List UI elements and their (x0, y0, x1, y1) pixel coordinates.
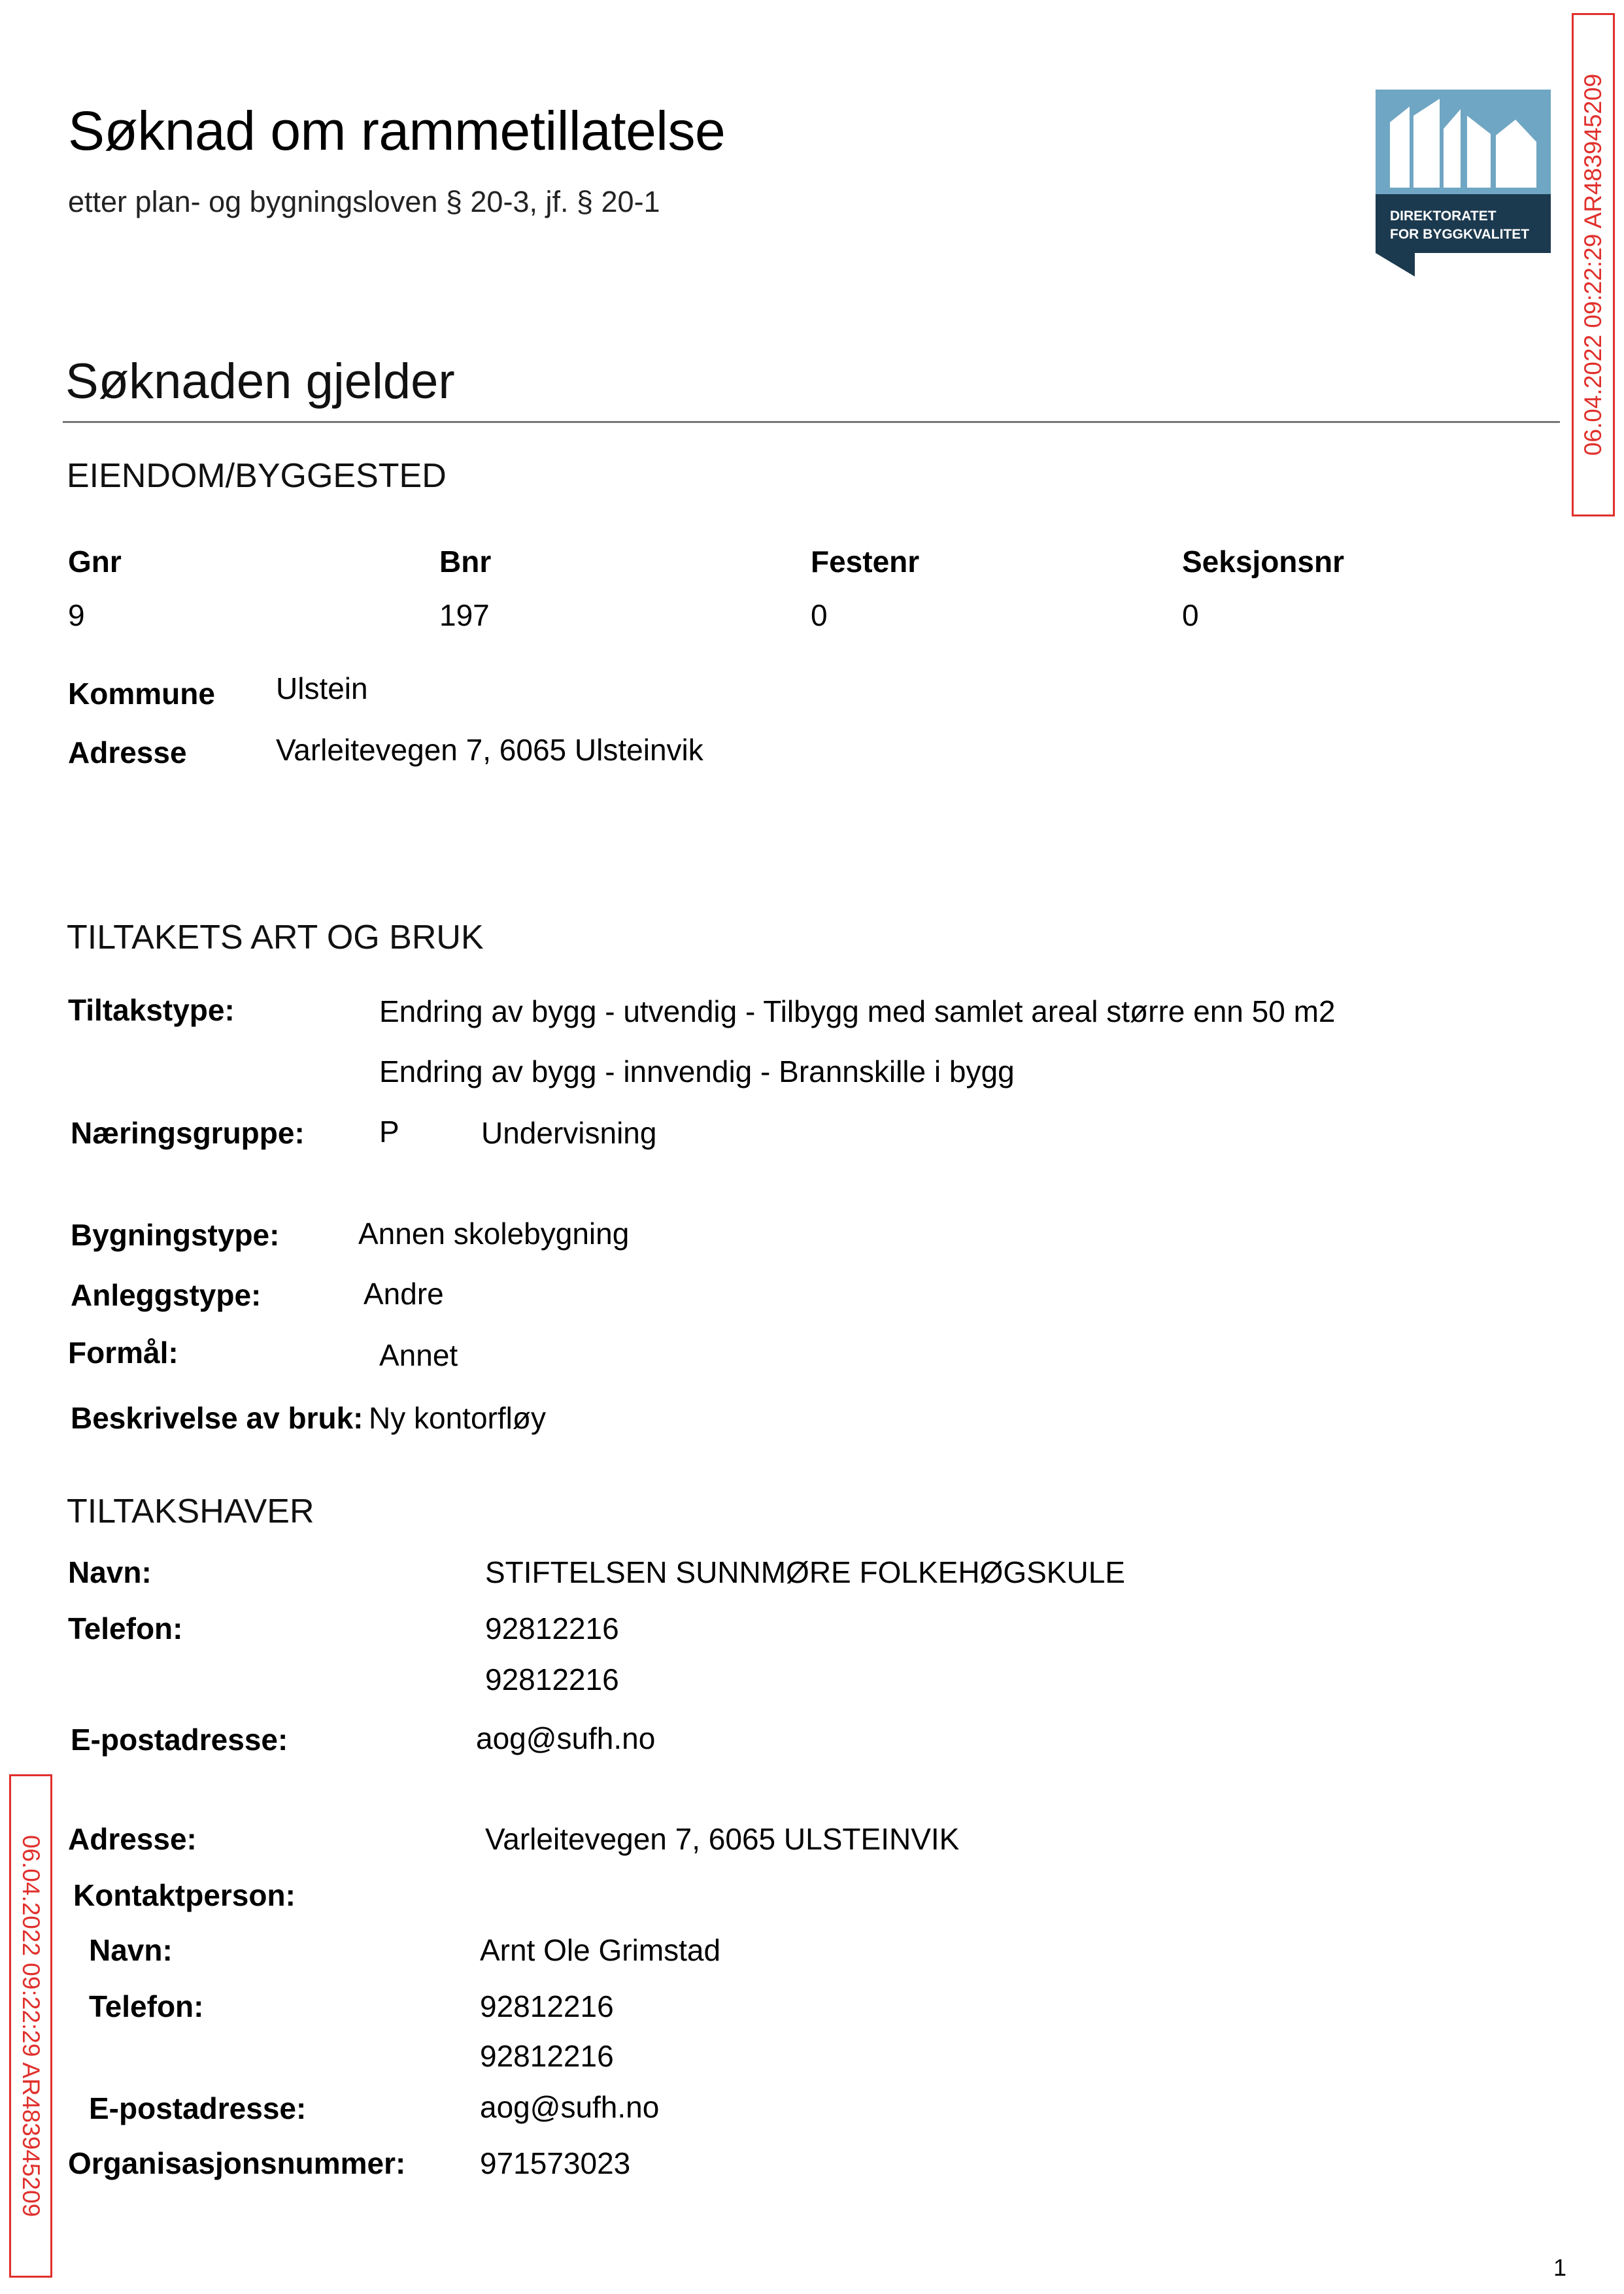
festenr-label: Festenr (811, 545, 920, 579)
seksjonsnr-value: 0 (1182, 598, 1199, 632)
tiltakshaver-epost-value: aog@sufh.no (476, 1721, 656, 1755)
kontaktperson-label: Kontaktperson: (73, 1878, 296, 1912)
kontakt-navn-value: Arnt Ole Grimstad (480, 1933, 721, 1967)
festenr-value: 0 (811, 598, 828, 632)
section-divider (63, 421, 1560, 423)
beskrivelse-value: Ny kontorfløy (369, 1401, 546, 1435)
kontakt-telefon-value-2: 92812216 (480, 2039, 614, 2073)
tiltakstype-value-1: Endring av bygg - utvendig - Tilbygg med samlet areal større enn 50 m2 (379, 994, 1336, 1028)
adresse-label: Adresse (68, 735, 187, 769)
naeringsgruppe-code: P (379, 1115, 399, 1149)
anleggstype-value: Andre (364, 1277, 444, 1311)
dibk-logo (1376, 90, 1551, 277)
gnr-label: Gnr (68, 545, 122, 579)
bygningstype-label: Bygningstype: (71, 1218, 280, 1252)
bnr-value: 197 (439, 598, 490, 632)
tiltak-heading: TILTAKETS ART OG BRUK (67, 919, 484, 956)
tiltakshaver-telefon-value-2: 92812216 (485, 1662, 619, 1696)
tiltakstype-label: Tiltakstype: (68, 993, 235, 1027)
bnr-label: Bnr (439, 545, 492, 579)
orgnr-label: Organisasjonsnummer: (68, 2146, 406, 2180)
tiltakshaver-adresse-value: Varleitevegen 7, 6065 ULSTEINVIK (485, 1822, 960, 1856)
naeringsgruppe-value: Undervisning (481, 1116, 657, 1150)
eiendom-heading: EIENDOM/BYGGESTED (67, 457, 447, 495)
anleggstype-label: Anleggstype: (71, 1278, 262, 1312)
kontakt-epost-label: E-postadresse: (89, 2091, 307, 2125)
formaal-value: Annet (379, 1338, 458, 1372)
tiltakshaver-navn-label: Navn: (68, 1555, 152, 1589)
kontakt-telefon-label: Telefon: (89, 1989, 204, 2023)
document-subtitle: etter plan- og bygningsloven § 20-3, jf. § 20-1 (68, 185, 660, 218)
archive-stamp-left (9, 1774, 52, 2278)
logo-text-line2: FOR BYGGKVALITET (1390, 227, 1530, 242)
orgnr-value: 971573023 (480, 2146, 631, 2180)
gnr-value: 9 (68, 598, 85, 632)
adresse-value: Varleitevegen 7, 6065 Ulsteinvik (276, 733, 703, 767)
formaal-label: Formål: (68, 1336, 178, 1370)
archive-stamp-right-text: 06.04.2022 09:22:29 AR483945209 (1580, 73, 1606, 456)
tiltakshaver-epost-label: E-postadresse: (71, 1723, 288, 1757)
tiltakstype-value-2: Endring av bygg - innvendig - Brannskille i bygg (379, 1054, 1015, 1088)
section-title: Søknaden gjelder (65, 354, 455, 409)
bygningstype-value: Annen skolebygning (358, 1217, 630, 1251)
tiltakshaver-telefon-value-1: 92812216 (485, 1611, 619, 1645)
kommune-label: Kommune (68, 677, 215, 711)
tiltakshaver-adresse-label: Adresse: (68, 1822, 197, 1856)
kontakt-telefon-value-1: 92812216 (480, 1989, 614, 2023)
naeringsgruppe-label: Næringsgruppe: (71, 1116, 305, 1150)
kontakt-epost-value: aog@sufh.no (480, 2090, 660, 2124)
page-number: 1 (1553, 2254, 1567, 2281)
kontakt-navn-label: Navn: (89, 1933, 173, 1967)
kommune-value: Ulstein (276, 671, 368, 705)
beskrivelse-label: Beskrivelse av bruk: (71, 1401, 364, 1435)
archive-stamp-right (1572, 13, 1615, 516)
tiltakshaver-navn-value: STIFTELSEN SUNNMØRE FOLKEHØGSKULE (485, 1555, 1125, 1589)
archive-stamp-left-text: 06.04.2022 09:22:29 AR483945209 (18, 1834, 44, 2218)
tiltakshaver-telefon-label: Telefon: (68, 1611, 183, 1645)
document-title: Søknad om rammetillatelse (68, 100, 726, 161)
tiltakshaver-heading: TILTAKSHAVER (67, 1493, 314, 1530)
logo-text-line1: DIREKTORATET (1390, 209, 1497, 224)
seksjonsnr-label: Seksjonsnr (1182, 545, 1344, 579)
